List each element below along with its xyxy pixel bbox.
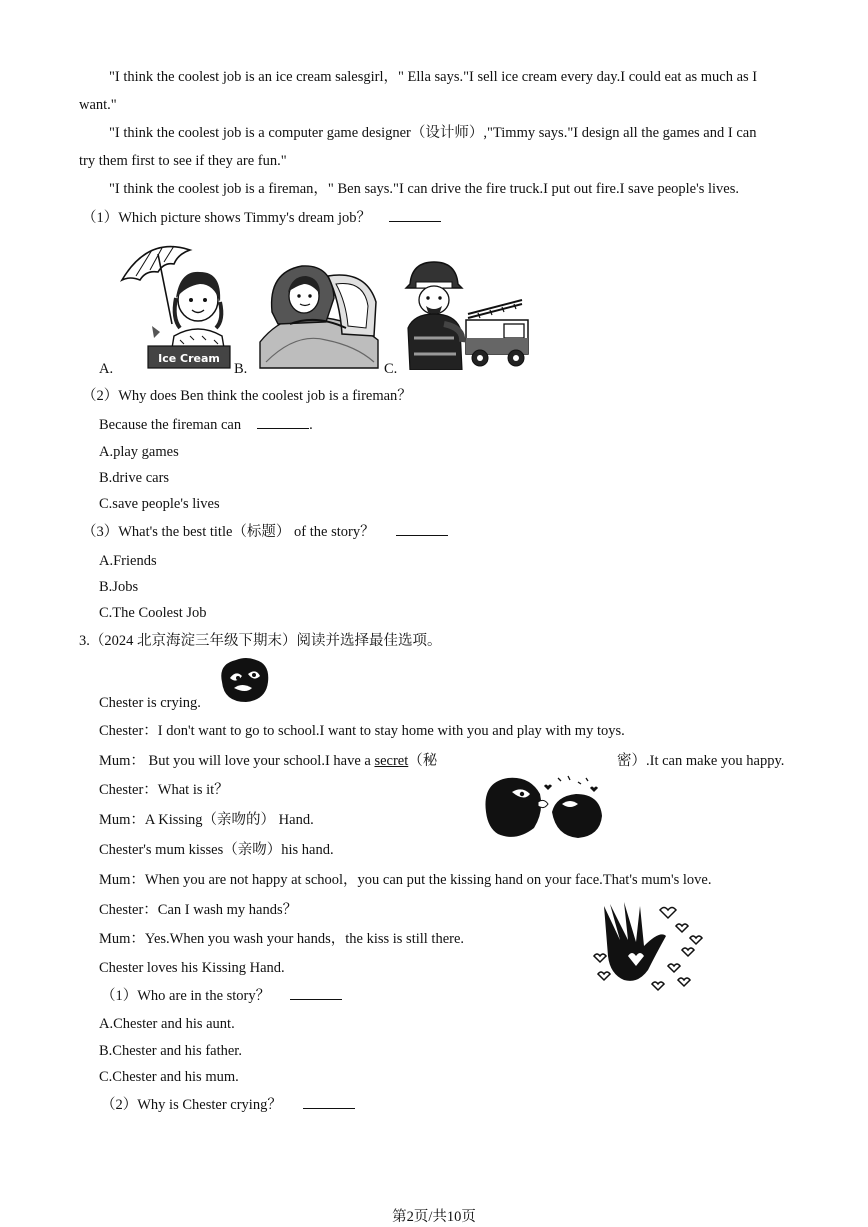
story-line: Chester：What is it？ (99, 782, 229, 798)
question-stem: （1）Who are in the story？ (101, 988, 271, 1004)
question-3 (82, 523, 448, 541)
ice-cream-sign: Ice Cream (158, 352, 220, 365)
ice-cream-salesgirl-picture (118, 240, 236, 372)
fireman-picture (404, 258, 532, 370)
story-line: Mum：A Kissing（亲吻的） Hand. (99, 812, 314, 828)
story-line: Mum： But you will love your school.I have a secret（秘 (99, 753, 438, 769)
page-footer: 第2页/共10页 (392, 1209, 476, 1225)
story-line: Chester loves his Kissing Hand. (99, 960, 285, 976)
story-line: 密）.It can make you happy. (617, 753, 785, 769)
story-line: Chester's mum kisses（亲吻）his hand. (99, 842, 334, 858)
mum-kissing-hand-sketch (482, 772, 606, 844)
story-line: Chester：Can I wash my hands？ (99, 902, 298, 918)
question-stem: （3）What's the best title（标题） of the story？ (82, 524, 375, 540)
section3-question-1 (101, 987, 342, 1005)
option-a[interactable]: A.play games (99, 444, 179, 460)
option-b[interactable]: B.Chester and his father. (99, 1043, 242, 1059)
answer-blank[interactable] (396, 523, 448, 536)
passage-line: "I think the coolest job is a fireman，" Ben says."I can drive the fire truck.I put out fire.I save people's lives. (109, 181, 739, 197)
story-line: Mum：When you are not happy at school，you can put the kissing hand on your face.That's mum's love. (99, 872, 712, 888)
section-3-header: 3.（2024 北京海淀三年级下期末）阅读并选择最佳选项。 (79, 633, 442, 649)
story-line: Chester is crying. (99, 695, 201, 711)
passage-line: try them first to see if they are fun." (79, 153, 287, 169)
passage-line: want." (79, 97, 117, 113)
question-2-stem: （2）Why does Ben think the coolest job is a fireman？ (82, 388, 412, 404)
computer-game-designer-picture (256, 262, 382, 370)
question-stem: （2）Why is Chester crying？ (101, 1097, 282, 1113)
story-line: Chester：I don't want to go to school.I want to stay home with you and play with my toys. (99, 723, 625, 739)
passage-line: "I think the coolest job is an ice cream salesgirl，" Ella says."I sell ice cream every day.I could eat as much as I (109, 69, 758, 85)
option-label[interactable]: B. (234, 361, 248, 377)
question-stem: （1）Which picture shows Timmy's dream job？ (82, 210, 371, 226)
option-c[interactable]: C.The Coolest Job (99, 605, 207, 621)
secret-word: secret (374, 753, 409, 769)
kissing-hand-hearts-sketch (590, 900, 706, 998)
option-c[interactable]: C.Chester and his mum. (99, 1069, 239, 1085)
option-label[interactable]: C. (384, 361, 398, 377)
answer-blank[interactable] (257, 416, 309, 429)
option-a[interactable]: A.Chester and his aunt. (99, 1016, 235, 1032)
option-b[interactable]: B.Jobs (99, 579, 139, 595)
passage-line: "I think the coolest job is a computer game designer（设计师）,"Timmy says."I design all the games and I can (109, 125, 757, 141)
option-a[interactable]: A.Friends (99, 553, 157, 569)
option-b[interactable]: B.drive cars (99, 470, 170, 486)
option-label[interactable]: A. (99, 361, 114, 377)
answer-blank[interactable] (303, 1096, 355, 1109)
crying-raccoon-sketch (216, 656, 272, 706)
question-2-lead: Because the fireman can . (99, 417, 313, 433)
answer-blank[interactable] (290, 987, 342, 1000)
answer-blank[interactable] (389, 209, 441, 222)
option-c[interactable]: C.save people's lives (99, 496, 220, 512)
story-line: Mum：Yes.When you wash your hands，the kiss is still there. (99, 931, 465, 947)
question-1 (82, 209, 441, 227)
section3-question-2 (101, 1096, 355, 1114)
